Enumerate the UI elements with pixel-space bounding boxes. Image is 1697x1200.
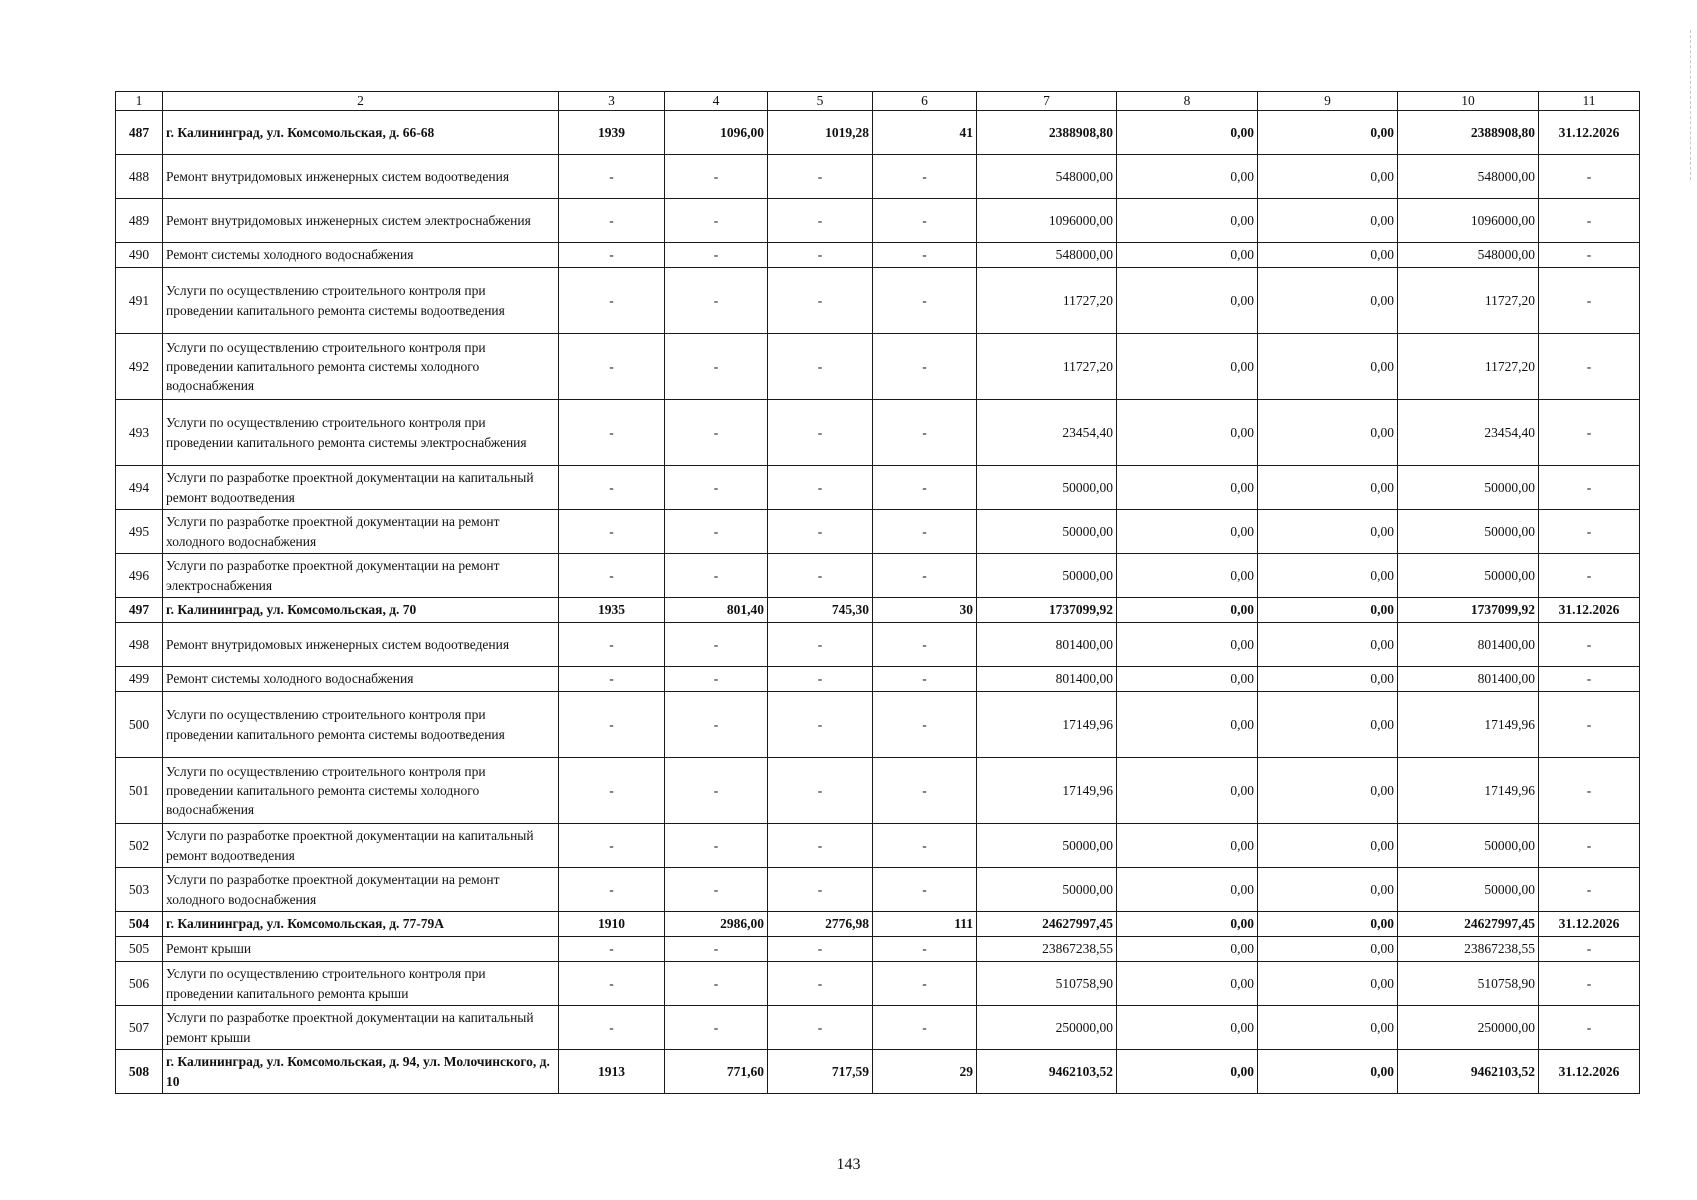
cost-column-8-cell: 0,00 xyxy=(1117,868,1258,912)
cost-column-8-cell: 0,00 xyxy=(1117,111,1258,155)
cost-column-9-cell: 0,00 xyxy=(1258,912,1398,937)
total-cost-cell: 801400,00 xyxy=(977,623,1117,667)
commissioning-year-cell: - xyxy=(559,758,665,824)
column-header: 1 xyxy=(116,92,163,111)
object-or-work-name: Услуги по разработке проектной документации на капитальный ремонт водоотведения xyxy=(163,466,559,510)
cost-column-10-cell: 50000,00 xyxy=(1398,868,1539,912)
residents-count-cell: - xyxy=(873,334,977,400)
work-row xyxy=(116,758,1640,824)
table-body xyxy=(116,111,1640,1094)
work-row xyxy=(116,243,1640,268)
row-number: 489 xyxy=(116,199,163,243)
row-number: 490 xyxy=(116,243,163,268)
row-number: 492 xyxy=(116,334,163,400)
cost-column-8-cell: 0,00 xyxy=(1117,912,1258,937)
residential-area-cell: - xyxy=(768,199,873,243)
total-cost-cell: 11727,20 xyxy=(977,268,1117,334)
cost-column-9-cell: 0,00 xyxy=(1258,466,1398,510)
cost-column-9-cell: 0,00 xyxy=(1258,554,1398,598)
object-or-work-name: Услуги по осуществлению строительного контроля при проведении капитального ремонта системы водоотведения xyxy=(163,268,559,334)
residents-count-cell: 111 xyxy=(873,912,977,937)
commissioning-year-cell: 1913 xyxy=(559,1050,665,1094)
object-or-work-name: Ремонт системы холодного водоснабжения xyxy=(163,243,559,268)
completion-date-cell: - xyxy=(1539,268,1640,334)
completion-date-cell: - xyxy=(1539,623,1640,667)
completion-date-cell: - xyxy=(1539,155,1640,199)
object-or-work-name: Услуги по разработке проектной документации на ремонт электроснабжения xyxy=(163,554,559,598)
cost-column-10-cell: 11727,20 xyxy=(1398,334,1539,400)
cost-column-10-cell: 17149,96 xyxy=(1398,758,1539,824)
residential-area-cell: - xyxy=(768,962,873,1006)
cost-column-10-cell: 24627997,45 xyxy=(1398,912,1539,937)
row-number: 494 xyxy=(116,466,163,510)
completion-date-cell: - xyxy=(1539,199,1640,243)
cost-column-8-cell: 0,00 xyxy=(1117,1006,1258,1050)
residents-count-cell: 41 xyxy=(873,111,977,155)
cost-column-8-cell: 0,00 xyxy=(1117,692,1258,758)
object-or-work-name: Ремонт системы холодного водоснабжения xyxy=(163,667,559,692)
work-row xyxy=(116,623,1640,667)
residential-area-cell: - xyxy=(768,1006,873,1050)
row-number: 497 xyxy=(116,598,163,623)
row-number: 508 xyxy=(116,1050,163,1094)
work-row xyxy=(116,962,1640,1006)
cost-column-8-cell: 0,00 xyxy=(1117,268,1258,334)
residential-area-cell: 1019,28 xyxy=(768,111,873,155)
cost-column-10-cell: 50000,00 xyxy=(1398,824,1539,868)
cost-column-10-cell: 23867238,55 xyxy=(1398,937,1539,962)
completion-date-cell: 31.12.2026 xyxy=(1539,598,1640,623)
cost-column-8-cell: 0,00 xyxy=(1117,554,1258,598)
scan-edge-mark xyxy=(1690,30,1691,180)
total-cost-cell: 17149,96 xyxy=(977,692,1117,758)
residential-area-cell: 2776,98 xyxy=(768,912,873,937)
residents-count-cell: - xyxy=(873,692,977,758)
residential-area-cell: 717,59 xyxy=(768,1050,873,1094)
column-header: 11 xyxy=(1539,92,1640,111)
row-number: 501 xyxy=(116,758,163,824)
cost-column-10-cell: 510758,90 xyxy=(1398,962,1539,1006)
residential-area-cell: - xyxy=(768,510,873,554)
residents-count-cell: - xyxy=(873,824,977,868)
completion-date-cell: - xyxy=(1539,1006,1640,1050)
commissioning-year-cell: - xyxy=(559,334,665,400)
total-area-cell: - xyxy=(665,334,768,400)
total-cost-cell: 50000,00 xyxy=(977,466,1117,510)
cost-column-10-cell: 2388908,80 xyxy=(1398,111,1539,155)
cost-column-9-cell: 0,00 xyxy=(1258,243,1398,268)
total-cost-cell: 50000,00 xyxy=(977,510,1117,554)
column-header: 8 xyxy=(1117,92,1258,111)
commissioning-year-cell: 1935 xyxy=(559,598,665,623)
completion-date-cell: - xyxy=(1539,868,1640,912)
row-number: 491 xyxy=(116,268,163,334)
row-number: 505 xyxy=(116,937,163,962)
row-number: 506 xyxy=(116,962,163,1006)
total-area-cell: - xyxy=(665,623,768,667)
object-or-work-name: Ремонт внутридомовых инженерных систем электроснабжения xyxy=(163,199,559,243)
completion-date-cell: - xyxy=(1539,554,1640,598)
total-area-cell: 771,60 xyxy=(665,1050,768,1094)
total-cost-cell: 9462103,52 xyxy=(977,1050,1117,1094)
completion-date-cell: - xyxy=(1539,243,1640,268)
total-area-cell: - xyxy=(665,554,768,598)
row-number: 493 xyxy=(116,400,163,466)
completion-date-cell: - xyxy=(1539,667,1640,692)
column-header: 6 xyxy=(873,92,977,111)
object-or-work-name: Услуги по осуществлению строительного контроля при проведении капитального ремонта системы холодного водоснабжения xyxy=(163,334,559,400)
residents-count-cell: - xyxy=(873,199,977,243)
column-header: 5 xyxy=(768,92,873,111)
commissioning-year-cell: - xyxy=(559,554,665,598)
object-or-work-name: г. Калининград, ул. Комсомольская, д. 77-79А xyxy=(163,912,559,937)
residential-area-cell: - xyxy=(768,758,873,824)
commissioning-year-cell: 1939 xyxy=(559,111,665,155)
cost-column-10-cell: 11727,20 xyxy=(1398,268,1539,334)
row-number: 500 xyxy=(116,692,163,758)
cost-column-9-cell: 0,00 xyxy=(1258,692,1398,758)
cost-column-8-cell: 0,00 xyxy=(1117,598,1258,623)
total-cost-cell: 250000,00 xyxy=(977,1006,1117,1050)
object-or-work-name: г. Калининград, ул. Комсомольская, д. 66-68 xyxy=(163,111,559,155)
total-area-cell: - xyxy=(665,268,768,334)
house-row xyxy=(116,598,1640,623)
total-area-cell: - xyxy=(665,758,768,824)
work-row xyxy=(116,937,1640,962)
commissioning-year-cell: - xyxy=(559,268,665,334)
cost-column-9-cell: 0,00 xyxy=(1258,268,1398,334)
cost-column-10-cell: 50000,00 xyxy=(1398,554,1539,598)
object-or-work-name: Услуги по разработке проектной документации на ремонт холодного водоснабжения xyxy=(163,868,559,912)
object-or-work-name: Услуги по осуществлению строительного контроля при проведении капитального ремонта системы холодного водоснабжения xyxy=(163,758,559,824)
completion-date-cell: - xyxy=(1539,824,1640,868)
residents-count-cell: 30 xyxy=(873,598,977,623)
residential-area-cell: - xyxy=(768,334,873,400)
total-cost-cell: 548000,00 xyxy=(977,155,1117,199)
cost-column-8-cell: 0,00 xyxy=(1117,824,1258,868)
object-or-work-name: г. Калининград, ул. Комсомольская, д. 94, ул. Молочинского, д. 10 xyxy=(163,1050,559,1094)
commissioning-year-cell: - xyxy=(559,824,665,868)
completion-date-cell: 31.12.2026 xyxy=(1539,111,1640,155)
cost-column-9-cell: 0,00 xyxy=(1258,623,1398,667)
residents-count-cell: - xyxy=(873,868,977,912)
commissioning-year-cell: - xyxy=(559,623,665,667)
cost-column-9-cell: 0,00 xyxy=(1258,962,1398,1006)
cost-column-9-cell: 0,00 xyxy=(1258,334,1398,400)
total-area-cell: - xyxy=(665,937,768,962)
object-or-work-name: Ремонт внутридомовых инженерных систем водоотведения xyxy=(163,623,559,667)
total-cost-cell: 510758,90 xyxy=(977,962,1117,1006)
residents-count-cell: - xyxy=(873,667,977,692)
residential-area-cell: - xyxy=(768,623,873,667)
row-number: 488 xyxy=(116,155,163,199)
column-header: 4 xyxy=(665,92,768,111)
commissioning-year-cell: - xyxy=(559,243,665,268)
residents-count-cell: - xyxy=(873,962,977,1006)
row-number: 499 xyxy=(116,667,163,692)
residents-count-cell: - xyxy=(873,400,977,466)
commissioning-year-cell: - xyxy=(559,155,665,199)
column-header: 3 xyxy=(559,92,665,111)
total-area-cell: - xyxy=(665,400,768,466)
work-row xyxy=(116,510,1640,554)
cost-column-10-cell: 50000,00 xyxy=(1398,510,1539,554)
page-number: 143 xyxy=(836,1156,861,1173)
row-number: 504 xyxy=(116,912,163,937)
cost-column-10-cell: 23454,40 xyxy=(1398,400,1539,466)
object-or-work-name: Услуги по осуществлению строительного контроля при проведении капитального ремонта системы электроснабжения xyxy=(163,400,559,466)
commissioning-year-cell: - xyxy=(559,868,665,912)
cost-column-9-cell: 0,00 xyxy=(1258,510,1398,554)
cost-column-9-cell: 0,00 xyxy=(1258,598,1398,623)
cost-column-10-cell: 801400,00 xyxy=(1398,667,1539,692)
work-row xyxy=(116,155,1640,199)
row-number: 487 xyxy=(116,111,163,155)
work-row xyxy=(116,554,1640,598)
total-area-cell: - xyxy=(665,1006,768,1050)
cost-column-8-cell: 0,00 xyxy=(1117,466,1258,510)
object-or-work-name: Услуги по разработке проектной документации на ремонт холодного водоснабжения xyxy=(163,510,559,554)
total-cost-cell: 11727,20 xyxy=(977,334,1117,400)
cost-column-8-cell: 0,00 xyxy=(1117,400,1258,466)
work-row xyxy=(116,868,1640,912)
row-number: 495 xyxy=(116,510,163,554)
work-row xyxy=(116,1006,1640,1050)
cost-column-8-cell: 0,00 xyxy=(1117,623,1258,667)
cost-column-8-cell: 0,00 xyxy=(1117,962,1258,1006)
residential-area-cell: - xyxy=(768,868,873,912)
column-number-row xyxy=(116,92,1640,111)
cost-column-8-cell: 0,00 xyxy=(1117,937,1258,962)
residents-count-cell: - xyxy=(873,623,977,667)
completion-date-cell: - xyxy=(1539,692,1640,758)
column-header: 10 xyxy=(1398,92,1539,111)
object-or-work-name: Услуги по разработке проектной документации на капитальный ремонт водоотведения xyxy=(163,824,559,868)
cost-column-9-cell: 0,00 xyxy=(1258,155,1398,199)
work-row xyxy=(116,667,1640,692)
total-area-cell: 2986,00 xyxy=(665,912,768,937)
total-cost-cell: 17149,96 xyxy=(977,758,1117,824)
residential-area-cell: - xyxy=(768,824,873,868)
residents-count-cell: - xyxy=(873,243,977,268)
column-header: 7 xyxy=(977,92,1117,111)
object-or-work-name: Услуги по разработке проектной документации на капитальный ремонт крыши xyxy=(163,1006,559,1050)
cost-column-9-cell: 0,00 xyxy=(1258,868,1398,912)
commissioning-year-cell: - xyxy=(559,400,665,466)
commissioning-year-cell: - xyxy=(559,466,665,510)
capital-repair-table xyxy=(115,91,1640,1094)
column-header: 2 xyxy=(163,92,559,111)
residential-area-cell: - xyxy=(768,243,873,268)
residents-count-cell: - xyxy=(873,268,977,334)
commissioning-year-cell: - xyxy=(559,199,665,243)
cost-column-10-cell: 1737099,92 xyxy=(1398,598,1539,623)
total-cost-cell: 23867238,55 xyxy=(977,937,1117,962)
residents-count-cell: - xyxy=(873,155,977,199)
row-number: 498 xyxy=(116,623,163,667)
total-cost-cell: 50000,00 xyxy=(977,824,1117,868)
cost-column-8-cell: 0,00 xyxy=(1117,667,1258,692)
completion-date-cell: - xyxy=(1539,962,1640,1006)
residents-count-cell: 29 xyxy=(873,1050,977,1094)
cost-column-9-cell: 0,00 xyxy=(1258,667,1398,692)
cost-column-10-cell: 9462103,52 xyxy=(1398,1050,1539,1094)
column-header: 9 xyxy=(1258,92,1398,111)
total-area-cell: - xyxy=(665,466,768,510)
cost-column-8-cell: 0,00 xyxy=(1117,243,1258,268)
residential-area-cell: - xyxy=(768,937,873,962)
house-row xyxy=(116,1050,1640,1094)
commissioning-year-cell: - xyxy=(559,962,665,1006)
cost-column-10-cell: 17149,96 xyxy=(1398,692,1539,758)
cost-column-8-cell: 0,00 xyxy=(1117,199,1258,243)
total-area-cell: - xyxy=(665,962,768,1006)
total-cost-cell: 1737099,92 xyxy=(977,598,1117,623)
completion-date-cell: - xyxy=(1539,400,1640,466)
row-number: 496 xyxy=(116,554,163,598)
commissioning-year-cell: - xyxy=(559,1006,665,1050)
cost-column-8-cell: 0,00 xyxy=(1117,510,1258,554)
total-area-cell: - xyxy=(665,243,768,268)
work-row xyxy=(116,692,1640,758)
residents-count-cell: - xyxy=(873,466,977,510)
house-row xyxy=(116,912,1640,937)
work-row xyxy=(116,199,1640,243)
row-number: 502 xyxy=(116,824,163,868)
residential-area-cell: - xyxy=(768,268,873,334)
residents-count-cell: - xyxy=(873,1006,977,1050)
commissioning-year-cell: - xyxy=(559,937,665,962)
cost-column-9-cell: 0,00 xyxy=(1258,1006,1398,1050)
cost-column-9-cell: 0,00 xyxy=(1258,199,1398,243)
total-area-cell: 801,40 xyxy=(665,598,768,623)
work-row xyxy=(116,334,1640,400)
total-area-cell: - xyxy=(665,824,768,868)
residential-area-cell: - xyxy=(768,692,873,758)
cost-column-10-cell: 50000,00 xyxy=(1398,466,1539,510)
total-area-cell: - xyxy=(665,868,768,912)
cost-column-8-cell: 0,00 xyxy=(1117,758,1258,824)
total-cost-cell: 801400,00 xyxy=(977,667,1117,692)
cost-column-9-cell: 0,00 xyxy=(1258,111,1398,155)
cost-column-9-cell: 0,00 xyxy=(1258,824,1398,868)
cost-column-8-cell: 0,00 xyxy=(1117,334,1258,400)
completion-date-cell: - xyxy=(1539,466,1640,510)
residential-area-cell: 745,30 xyxy=(768,598,873,623)
completion-date-cell: - xyxy=(1539,334,1640,400)
total-cost-cell: 548000,00 xyxy=(977,243,1117,268)
residential-area-cell: - xyxy=(768,466,873,510)
work-row xyxy=(116,824,1640,868)
object-or-work-name: Ремонт внутридомовых инженерных систем водоотведения xyxy=(163,155,559,199)
residential-area-cell: - xyxy=(768,667,873,692)
total-area-cell: - xyxy=(665,155,768,199)
total-area-cell: - xyxy=(665,667,768,692)
cost-column-9-cell: 0,00 xyxy=(1258,937,1398,962)
completion-date-cell: - xyxy=(1539,510,1640,554)
commissioning-year-cell: - xyxy=(559,510,665,554)
work-row xyxy=(116,466,1640,510)
total-area-cell: - xyxy=(665,510,768,554)
commissioning-year-cell: - xyxy=(559,692,665,758)
residents-count-cell: - xyxy=(873,510,977,554)
cost-column-8-cell: 0,00 xyxy=(1117,1050,1258,1094)
total-cost-cell: 50000,00 xyxy=(977,868,1117,912)
object-or-work-name: Услуги по осуществлению строительного контроля при проведении капитального ремонта крыши xyxy=(163,962,559,1006)
object-or-work-name: г. Калининград, ул. Комсомольская, д. 70 xyxy=(163,598,559,623)
residential-area-cell: - xyxy=(768,400,873,466)
completion-date-cell: 31.12.2026 xyxy=(1539,1050,1640,1094)
object-or-work-name: Услуги по осуществлению строительного контроля при проведении капитального ремонта системы водоотведения xyxy=(163,692,559,758)
completion-date-cell: - xyxy=(1539,937,1640,962)
cost-column-10-cell: 250000,00 xyxy=(1398,1006,1539,1050)
object-or-work-name: Ремонт крыши xyxy=(163,937,559,962)
work-row xyxy=(116,400,1640,466)
house-row xyxy=(116,111,1640,155)
total-cost-cell: 2388908,80 xyxy=(977,111,1117,155)
row-number: 507 xyxy=(116,1006,163,1050)
total-area-cell: 1096,00 xyxy=(665,111,768,155)
total-cost-cell: 23454,40 xyxy=(977,400,1117,466)
residents-count-cell: - xyxy=(873,758,977,824)
residents-count-cell: - xyxy=(873,937,977,962)
cost-column-8-cell: 0,00 xyxy=(1117,155,1258,199)
cost-column-9-cell: 0,00 xyxy=(1258,400,1398,466)
total-area-cell: - xyxy=(665,692,768,758)
cost-column-10-cell: 801400,00 xyxy=(1398,623,1539,667)
residential-area-cell: - xyxy=(768,554,873,598)
total-cost-cell: 24627997,45 xyxy=(977,912,1117,937)
completion-date-cell: - xyxy=(1539,758,1640,824)
cost-column-9-cell: 0,00 xyxy=(1258,1050,1398,1094)
cost-column-10-cell: 1096000,00 xyxy=(1398,199,1539,243)
commissioning-year-cell: 1910 xyxy=(559,912,665,937)
completion-date-cell: 31.12.2026 xyxy=(1539,912,1640,937)
cost-column-9-cell: 0,00 xyxy=(1258,758,1398,824)
cost-column-10-cell: 548000,00 xyxy=(1398,243,1539,268)
total-area-cell: - xyxy=(665,199,768,243)
residential-area-cell: - xyxy=(768,155,873,199)
residents-count-cell: - xyxy=(873,554,977,598)
row-number: 503 xyxy=(116,868,163,912)
commissioning-year-cell: - xyxy=(559,667,665,692)
work-row xyxy=(116,268,1640,334)
total-cost-cell: 50000,00 xyxy=(977,554,1117,598)
cost-column-10-cell: 548000,00 xyxy=(1398,155,1539,199)
total-cost-cell: 1096000,00 xyxy=(977,199,1117,243)
